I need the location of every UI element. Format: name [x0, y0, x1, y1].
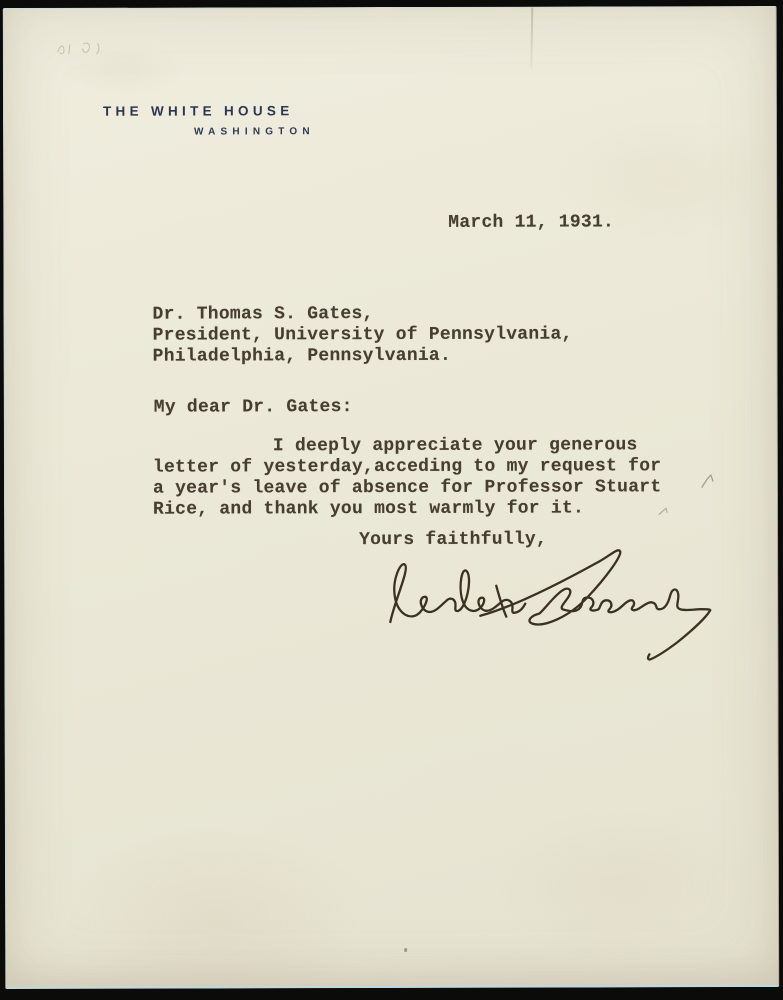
paper-fold-crease [530, 8, 533, 70]
closing: Yours faithfully, [359, 529, 548, 551]
letter-paper [3, 6, 780, 989]
letterhead-title: THE WHITE HOUSE [102, 103, 294, 119]
recipient-name: Dr. Thomas S. Gates, [152, 304, 374, 325]
recipient-city: Philadelphia, Pennsylvania. [152, 345, 452, 367]
date-line: March 11, 1931. [448, 212, 615, 233]
pencil-tick-mark [699, 472, 719, 494]
body-line: a year's leave of absence for Professor Stuart [152, 477, 662, 499]
faint-pencil-marks [54, 36, 114, 60]
body-paragraph [153, 435, 662, 520]
letterhead-subtitle: WASHINGTON [194, 126, 315, 138]
body-line: Rice, and thank you most warmly for it. [153, 498, 585, 520]
signature-herbert-hoover [384, 543, 719, 669]
pencil-dash-mark [656, 504, 672, 518]
recipient-block [152, 304, 572, 368]
paper-speck [404, 948, 407, 952]
body-line: letter of yesterday,acceding to my request for [152, 456, 662, 478]
body-line: I deeply appreciate your generous [272, 435, 638, 457]
salutation: My dear Dr. Gates: [153, 397, 353, 418]
recipient-title: President, University of Pennsylvania, [152, 324, 573, 346]
